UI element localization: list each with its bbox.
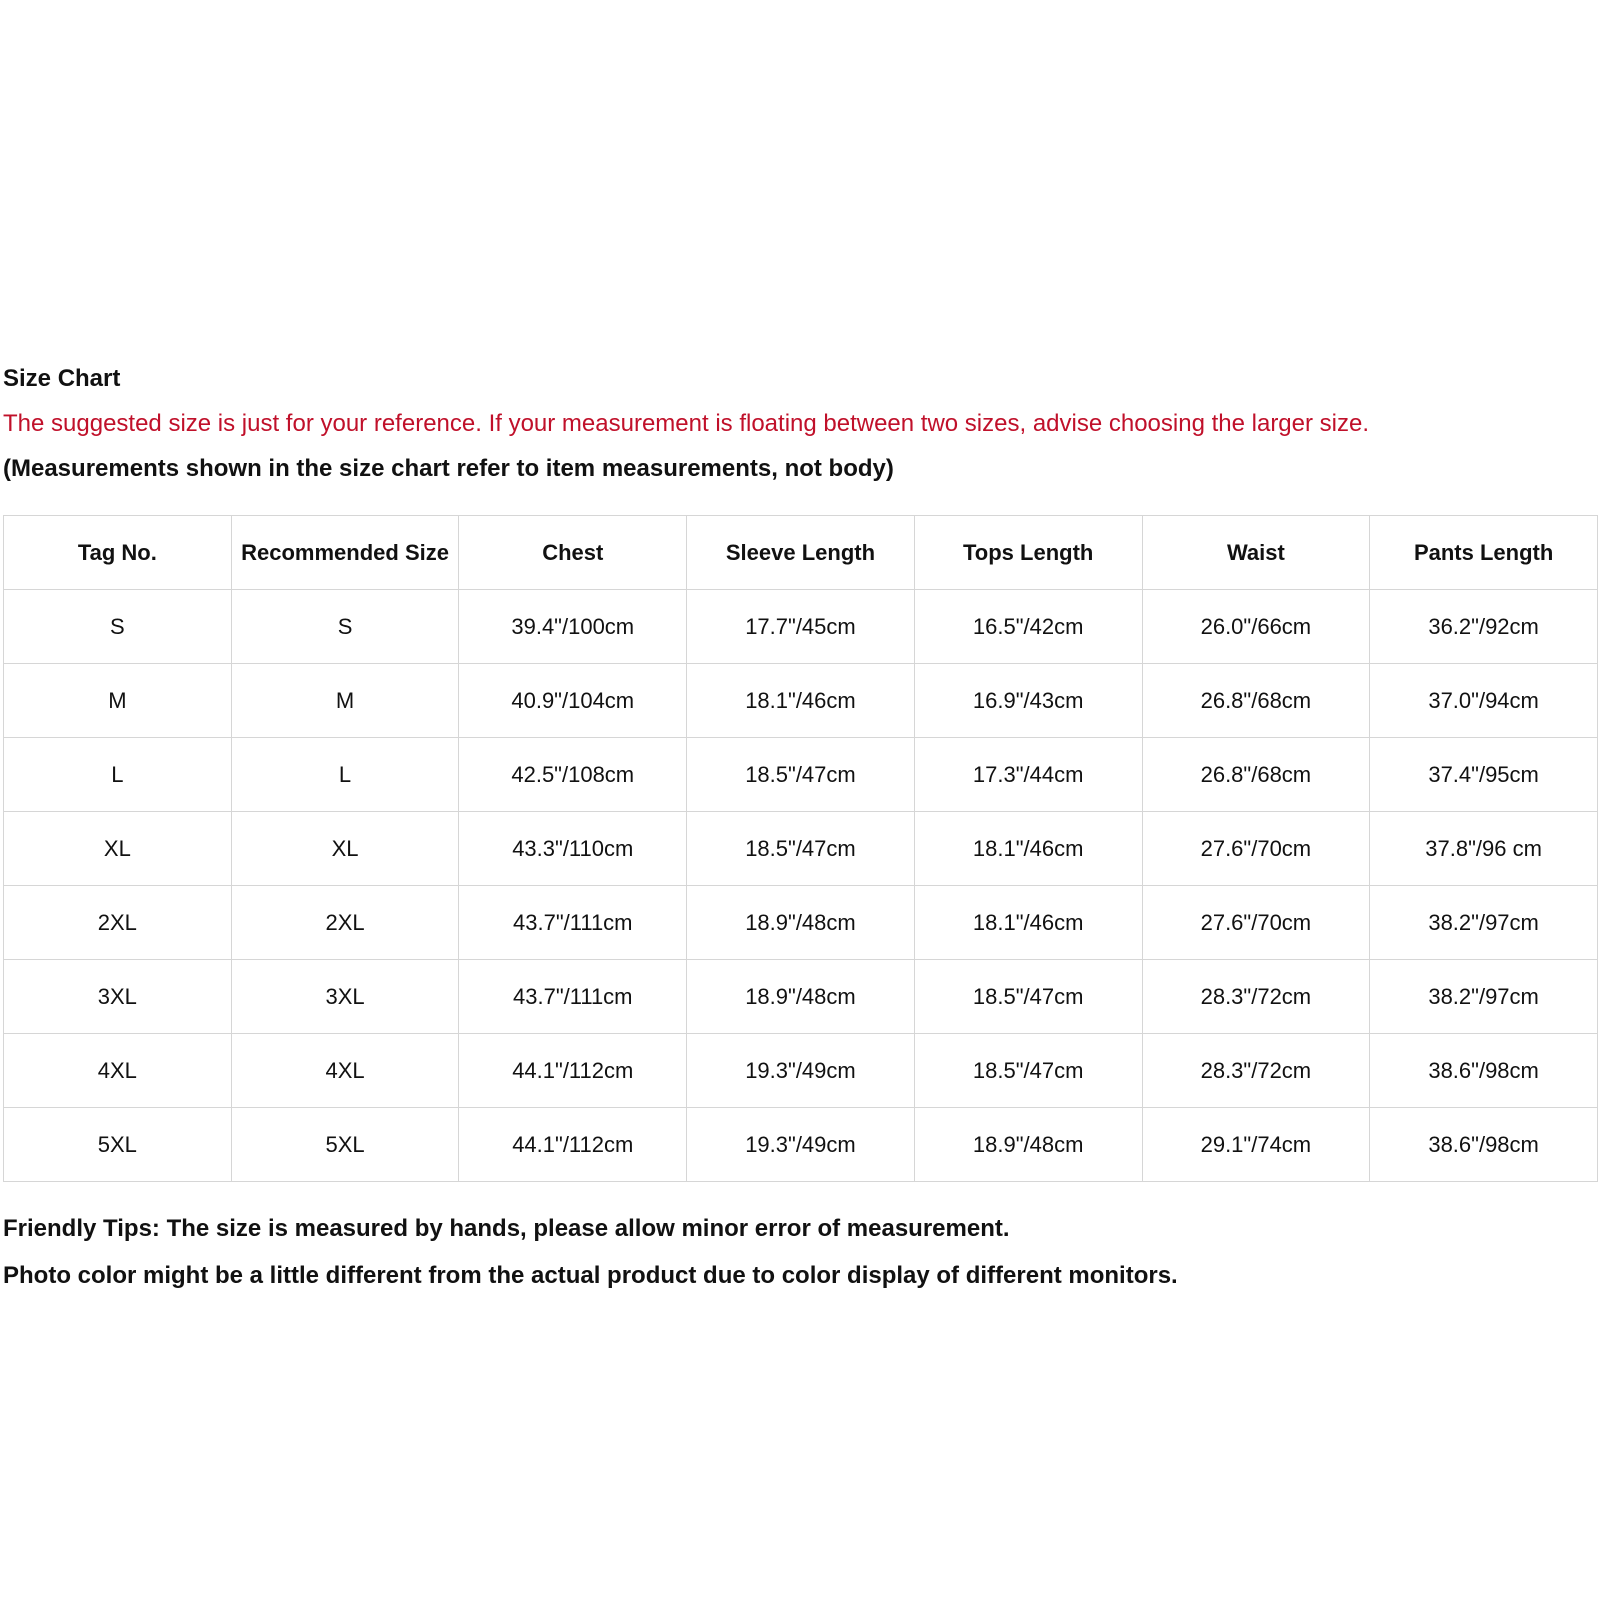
color-disclaimer: Photo color might be a little different from the actual product due to color display of different monitors. [3, 1262, 1178, 1289]
cell-chest: 42.5"/108cm [459, 738, 687, 812]
cell-waist: 29.1"/74cm [1142, 1108, 1370, 1182]
cell-sleeve-length: 19.3"/49cm [687, 1108, 915, 1182]
cell-waist: 27.6"/70cm [1142, 886, 1370, 960]
column-header-sleeve-length: Sleeve Length [687, 516, 915, 590]
table-row [4, 664, 1598, 738]
cell-tag-no: 5XL [4, 1108, 232, 1182]
cell-chest: 43.7"/111cm [459, 960, 687, 1034]
cell-pants-length: 38.6"/98cm [1370, 1034, 1598, 1108]
column-header-pants-length: Pants Length [1370, 516, 1598, 590]
cell-recommended-size: 3XL [231, 960, 459, 1034]
size-chart-table [3, 515, 1598, 1182]
column-header-waist: Waist [1142, 516, 1370, 590]
column-header-tag-no: Tag No. [4, 516, 232, 590]
cell-pants-length: 37.0"/94cm [1370, 664, 1598, 738]
cell-sleeve-length: 18.9"/48cm [687, 886, 915, 960]
cell-tag-no: XL [4, 812, 232, 886]
cell-waist: 26.0"/66cm [1142, 590, 1370, 664]
table-row [4, 886, 1598, 960]
table-row [4, 1108, 1598, 1182]
table-row [4, 590, 1598, 664]
size-advice-notice: The suggested size is just for your reference. If your measurement is floating between two sizes, advise choosing the larger size. [3, 410, 1370, 437]
cell-sleeve-length: 18.5"/47cm [687, 812, 915, 886]
cell-recommended-size: 5XL [231, 1108, 459, 1182]
cell-pants-length: 36.2"/92cm [1370, 590, 1598, 664]
cell-pants-length: 37.8"/96 cm [1370, 812, 1598, 886]
cell-tops-length: 18.5"/47cm [914, 1034, 1142, 1108]
cell-tops-length: 16.9"/43cm [914, 664, 1142, 738]
cell-pants-length: 38.6"/98cm [1370, 1108, 1598, 1182]
cell-sleeve-length: 18.1"/46cm [687, 664, 915, 738]
cell-chest: 39.4"/100cm [459, 590, 687, 664]
cell-recommended-size: XL [231, 812, 459, 886]
cell-recommended-size: 4XL [231, 1034, 459, 1108]
cell-waist: 26.8"/68cm [1142, 664, 1370, 738]
page-title: Size Chart [3, 365, 121, 392]
cell-tops-length: 18.1"/46cm [914, 886, 1142, 960]
cell-chest: 44.1"/112cm [459, 1108, 687, 1182]
cell-pants-length: 38.2"/97cm [1370, 886, 1598, 960]
cell-tag-no: M [4, 664, 232, 738]
cell-chest: 40.9"/104cm [459, 664, 687, 738]
cell-chest: 43.7"/111cm [459, 886, 687, 960]
cell-recommended-size: 2XL [231, 886, 459, 960]
cell-recommended-size: L [231, 738, 459, 812]
cell-chest: 43.3"/110cm [459, 812, 687, 886]
cell-sleeve-length: 18.5"/47cm [687, 738, 915, 812]
measurement-note: (Measurements shown in the size chart refer to item measurements, not body) [3, 455, 894, 482]
cell-sleeve-length: 18.9"/48cm [687, 960, 915, 1034]
cell-sleeve-length: 19.3"/49cm [687, 1034, 915, 1108]
cell-waist: 27.6"/70cm [1142, 812, 1370, 886]
cell-tag-no: 4XL [4, 1034, 232, 1108]
column-header-recommended-size: Recommended Size [231, 516, 459, 590]
table-row [4, 960, 1598, 1034]
table-row [4, 812, 1598, 886]
cell-chest: 44.1"/112cm [459, 1034, 687, 1108]
cell-tops-length: 17.3"/44cm [914, 738, 1142, 812]
cell-waist: 26.8"/68cm [1142, 738, 1370, 812]
cell-tag-no: L [4, 738, 232, 812]
column-header-tops-length: Tops Length [914, 516, 1142, 590]
cell-tops-length: 18.5"/47cm [914, 960, 1142, 1034]
cell-tops-length: 18.9"/48cm [914, 1108, 1142, 1182]
cell-pants-length: 37.4"/95cm [1370, 738, 1598, 812]
cell-recommended-size: S [231, 590, 459, 664]
header-row [4, 516, 1598, 590]
cell-waist: 28.3"/72cm [1142, 960, 1370, 1034]
cell-sleeve-length: 17.7"/45cm [687, 590, 915, 664]
cell-pants-length: 38.2"/97cm [1370, 960, 1598, 1034]
table-row [4, 738, 1598, 812]
friendly-tip: Friendly Tips: The size is measured by hands, please allow minor error of measurement. [3, 1215, 1010, 1242]
column-header-chest: Chest [459, 516, 687, 590]
cell-tag-no: S [4, 590, 232, 664]
cell-tops-length: 18.1"/46cm [914, 812, 1142, 886]
cell-tag-no: 2XL [4, 886, 232, 960]
table-row [4, 1034, 1598, 1108]
cell-waist: 28.3"/72cm [1142, 1034, 1370, 1108]
cell-tops-length: 16.5"/42cm [914, 590, 1142, 664]
cell-recommended-size: M [231, 664, 459, 738]
cell-tag-no: 3XL [4, 960, 232, 1034]
